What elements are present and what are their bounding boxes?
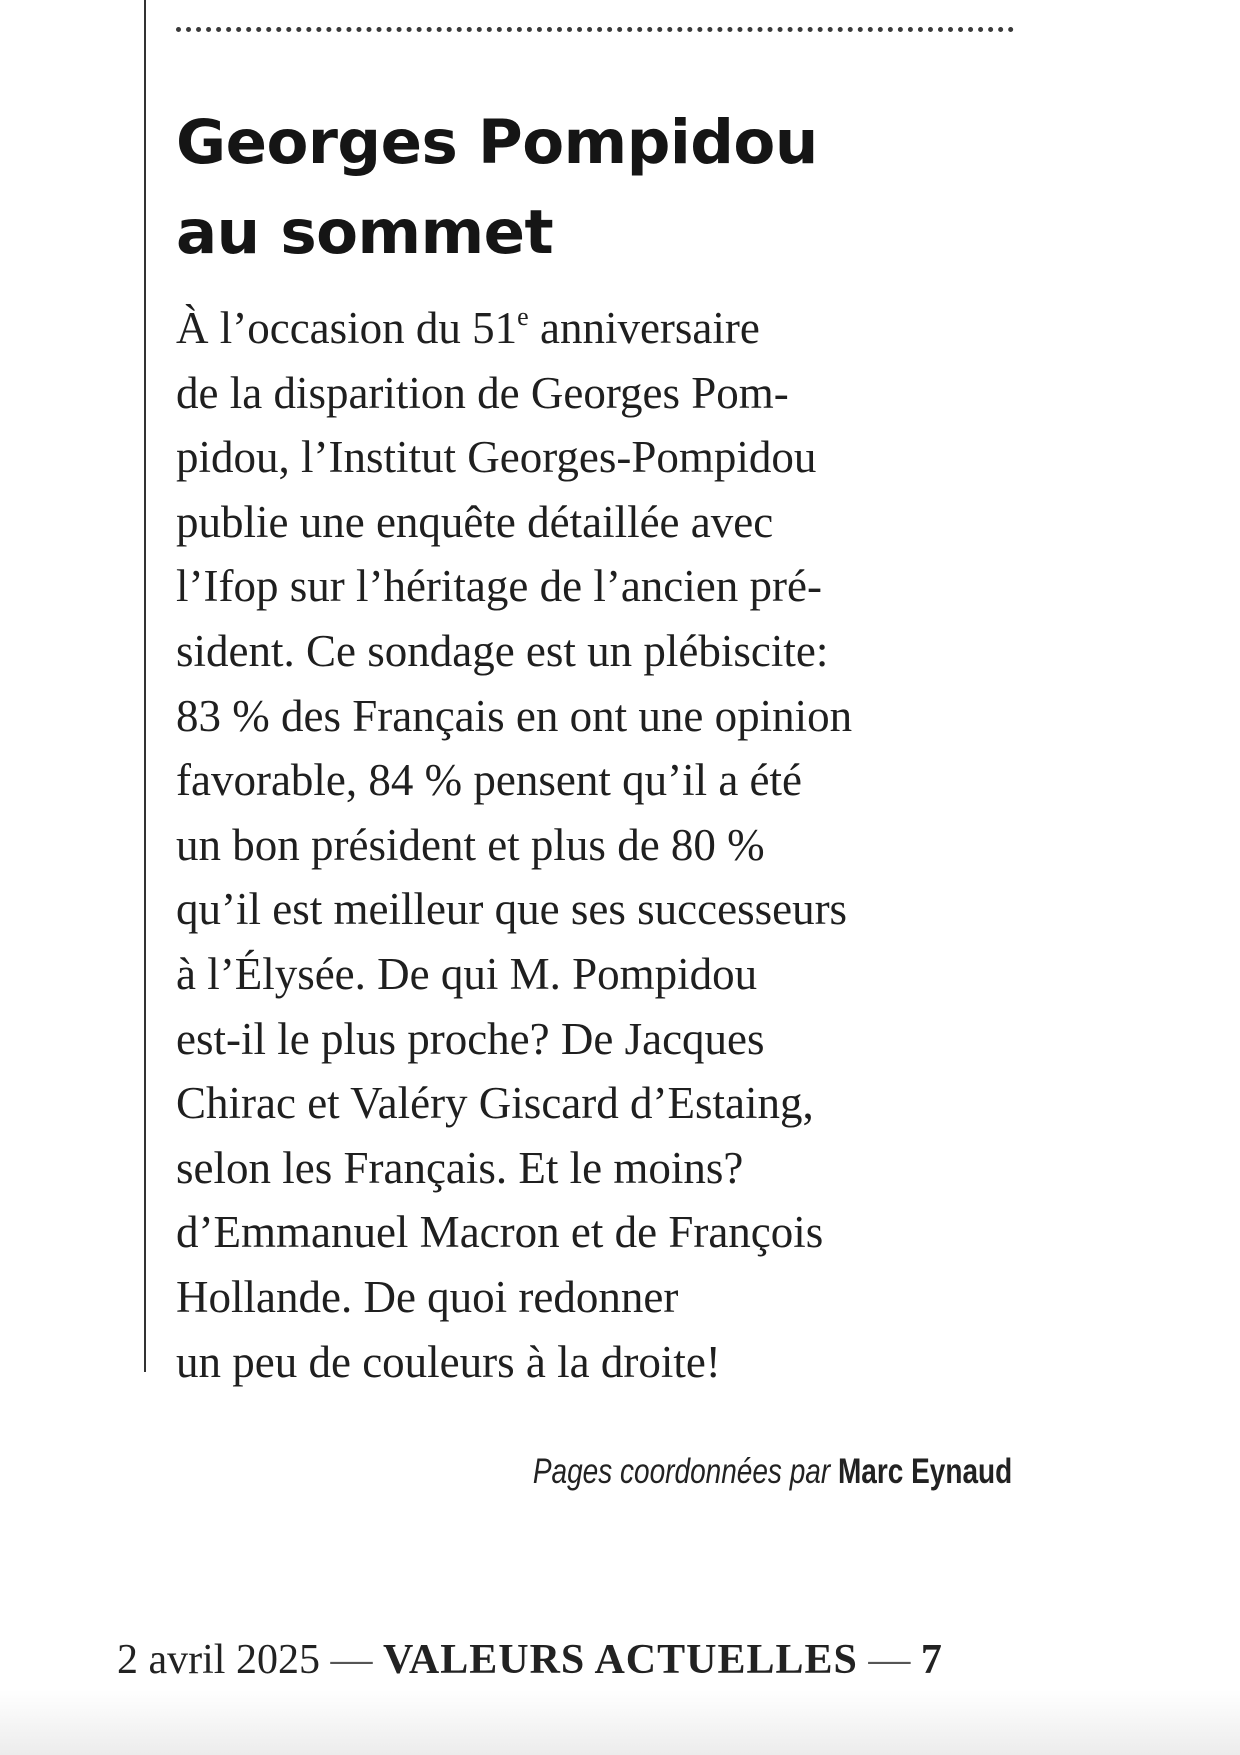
- body-line: à l’Élysée. De qui M. Pompidou: [176, 948, 758, 999]
- first-line-after: anniversaire: [528, 303, 760, 353]
- page-margin-shade: [1120, 0, 1240, 1755]
- ordinal-superscript: e: [517, 302, 529, 331]
- body-line: pidou, l’Institut Georges-Pompidou: [176, 432, 817, 483]
- body-line: Hollande. De quoi redonner: [176, 1271, 679, 1322]
- body-line: d’Emmanuel Macron et de François: [176, 1207, 824, 1258]
- headline-line: au sommet: [176, 197, 554, 268]
- body-line: sident. Ce sondage est un plébiscite:: [176, 625, 829, 676]
- headline-line: Georges Pompidou: [176, 107, 818, 178]
- credit-name: Marc Eynaud: [837, 1452, 1012, 1491]
- footer-page-number: 7: [920, 1637, 942, 1683]
- article-headline: [176, 98, 1056, 278]
- body-line: publie une enquête détaillée avec: [176, 496, 774, 547]
- article-body: [176, 296, 1076, 1394]
- body-line: qu’il est meilleur que ses successeurs: [176, 884, 848, 935]
- body-line: Chirac et Valéry Giscard d’Estaing,: [176, 1078, 814, 1129]
- page-footer: [117, 1636, 942, 1684]
- body-line: favorable, 84 % pensent qu’il a été: [176, 755, 803, 806]
- body-line: un bon président et plus de 80 %: [176, 819, 765, 870]
- body-line: un peu de couleurs à la droite!: [176, 1336, 721, 1387]
- first-line-before: À l’occasion du 51: [176, 303, 518, 353]
- body-line: de la disparition de Georges Pom-: [176, 367, 789, 418]
- credit-intro: Pages coordonnées par: [532, 1452, 830, 1491]
- footer-publication: VALEURS ACTUELLES: [382, 1637, 858, 1683]
- footer-date: 2 avril 2025: [117, 1637, 320, 1683]
- body-line: selon les Français. Et le moins?: [176, 1142, 744, 1193]
- body-line-first: [176, 296, 1076, 361]
- dotted-separator: [176, 27, 1014, 32]
- page-credit: [533, 1452, 1012, 1492]
- bottom-shade: [0, 1690, 1240, 1755]
- body-line: 83 % des Français en ont une opinion: [176, 690, 853, 741]
- body-line: est-il le plus proche? De Jacques: [176, 1013, 765, 1064]
- column-rule: [144, 0, 146, 1372]
- footer-separator: —: [868, 1637, 911, 1683]
- footer-separator: —: [330, 1637, 373, 1683]
- body-line: l’Ifop sur l’héritage de l’ancien pré-: [176, 561, 822, 612]
